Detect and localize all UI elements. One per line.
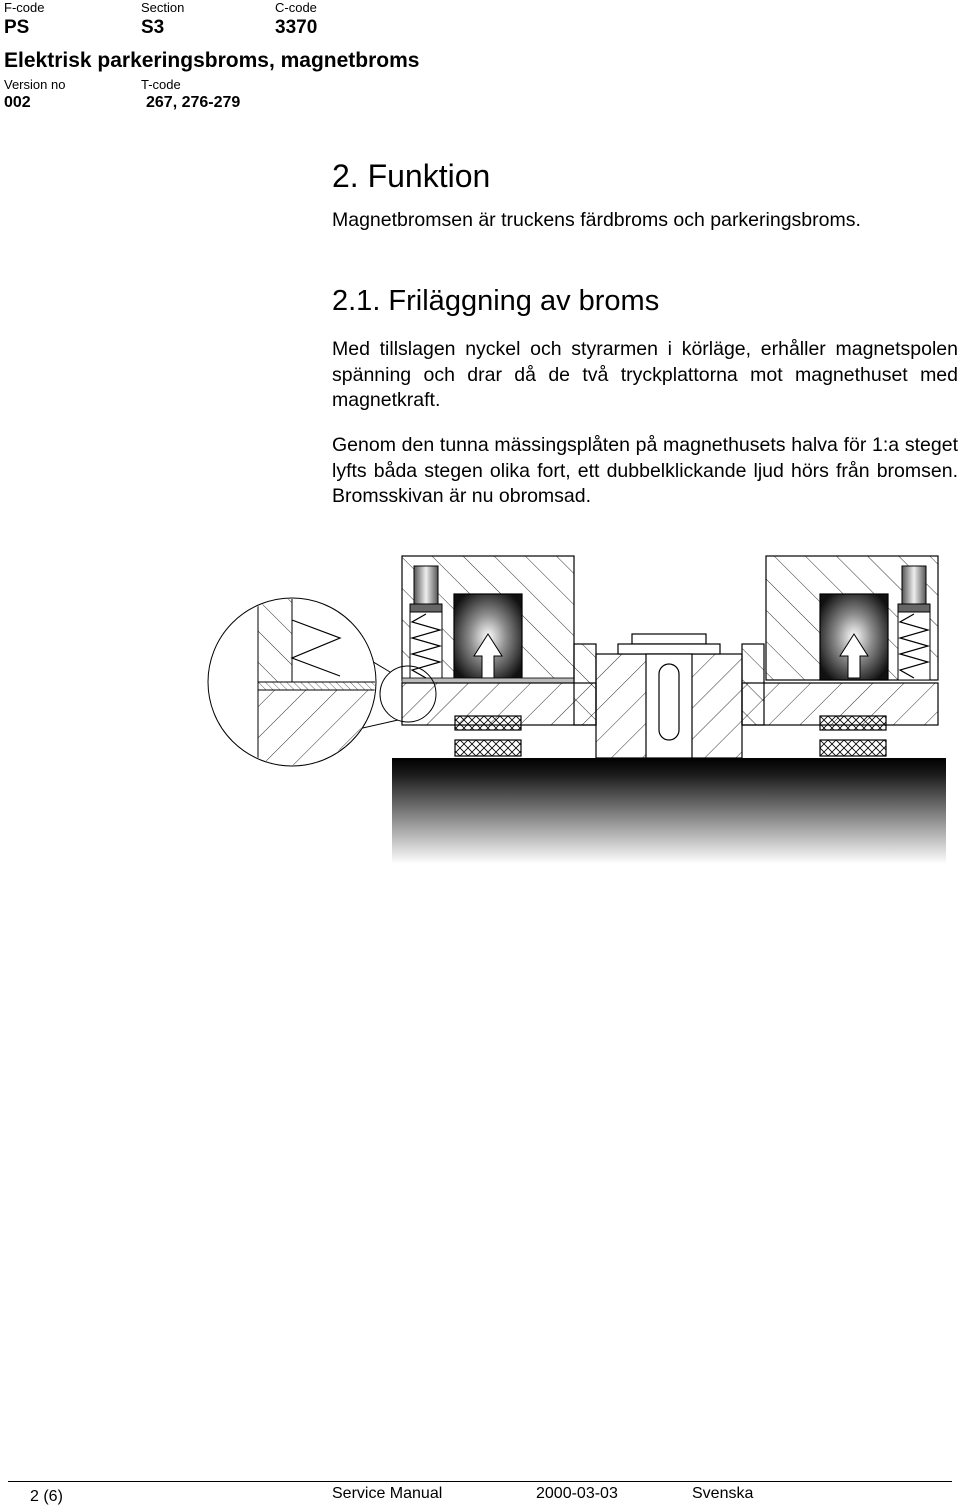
version-label: Version no bbox=[4, 77, 66, 92]
footer-divider bbox=[8, 1481, 952, 1482]
intro-text: Magnetbromsen är truckens färdbroms och parkeringsbroms. bbox=[332, 209, 861, 231]
ccode-value: 3370 bbox=[275, 17, 318, 38]
section-heading: 2. Funktion bbox=[332, 158, 491, 194]
footer-doc-type: Service Manual bbox=[332, 1485, 443, 1502]
subsection-heading: 2.1. Friläggning av broms bbox=[332, 285, 660, 317]
version-value: 002 bbox=[4, 94, 31, 111]
fcode-label: F-code bbox=[4, 0, 45, 15]
footer-language: Svenska bbox=[692, 1485, 754, 1502]
paragraph-2: Genom den tunna mässingsplåten på magnethusets halva för 1:a steget lyfts båda stegen olika fort, ett dubbelklickande ljud hörs från bromsen. Bromsskivan är nu obromsad. bbox=[332, 434, 958, 507]
tcode-value: 267, 276-279 bbox=[146, 94, 241, 111]
magnet-housing-right bbox=[766, 556, 938, 680]
tcode-label: T-code bbox=[141, 77, 181, 92]
central-hub bbox=[574, 634, 764, 758]
fcode-value: PS bbox=[4, 17, 30, 38]
section-value: S3 bbox=[141, 17, 165, 38]
document-title: Elektrisk parkeringsbroms, magnetbroms bbox=[4, 49, 420, 72]
magnet-housing-left bbox=[402, 556, 574, 680]
paragraph-1: Med tillslagen nyckel och styrarmen i körläge, erhåller magnetspolen spänning och drar då de två tryckplattorna mot magnethuset med magnetkraft. bbox=[332, 338, 958, 411]
brass-plate bbox=[402, 678, 574, 683]
brake-diagram bbox=[200, 548, 960, 868]
footer-date: 2000-03-03 bbox=[536, 1485, 618, 1502]
section-label: Section bbox=[141, 0, 185, 15]
brake-disc bbox=[392, 758, 946, 864]
ccode-label: C-code bbox=[275, 0, 317, 15]
page-number: 2 (6) bbox=[30, 1488, 63, 1505]
